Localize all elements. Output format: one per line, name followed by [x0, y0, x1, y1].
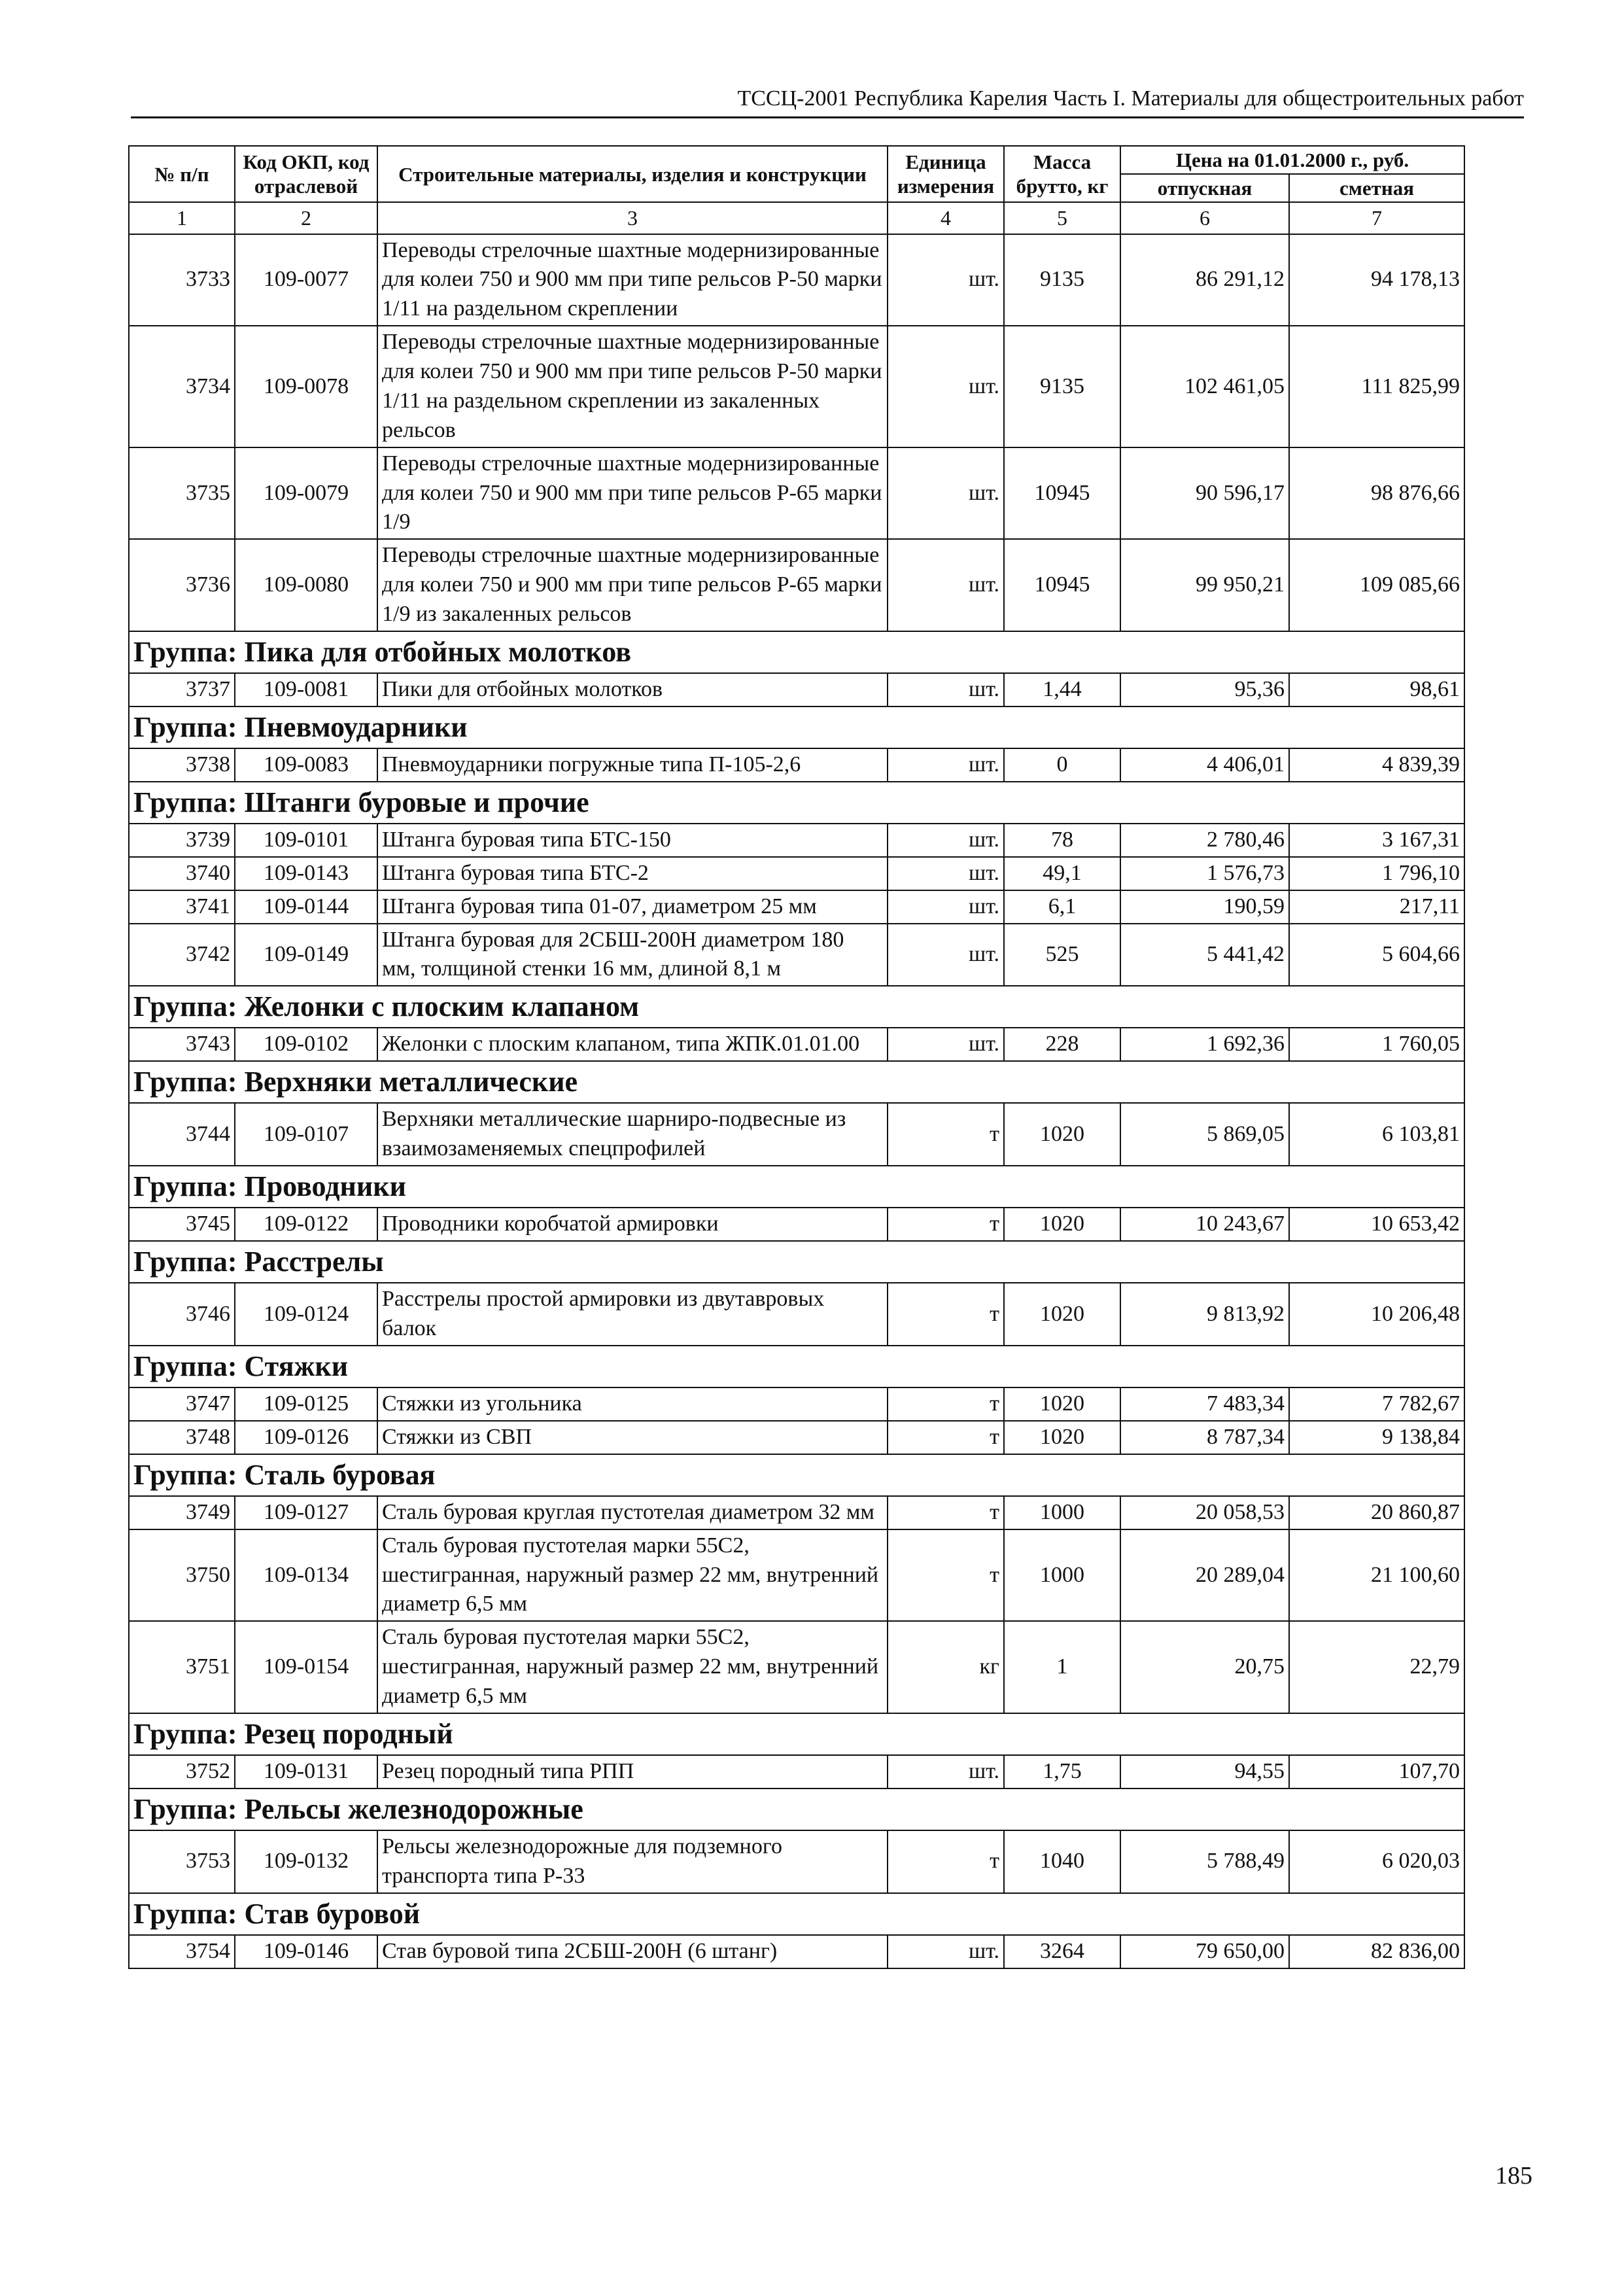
table-row: [129, 857, 1464, 890]
release-price-cell: 190,59: [1120, 890, 1289, 924]
group-label: Группа: Расстрелы: [129, 1241, 1464, 1283]
material-name-cell: Переводы стрелочные шахтные модернизированные для колеи 750 и 900 мм при типе рельсов Р-65 марки 1/9: [377, 447, 888, 540]
material-name-cell: Верхняки металлические шарниро-подвесные из взаимозаменяемых спецпрофилей: [377, 1103, 888, 1166]
okp-code-cell: 109-0078: [235, 326, 377, 447]
group-row: [129, 1893, 1464, 1935]
mass-cell: 9135: [1004, 234, 1120, 326]
mass-cell: 525: [1004, 924, 1120, 986]
row-number-cell: 3752: [129, 1755, 235, 1788]
unit-cell: шт.: [888, 924, 1004, 986]
release-price-cell: 20 289,04: [1120, 1529, 1289, 1622]
group-row: [129, 782, 1464, 824]
estimate-price-cell: 5 604,66: [1289, 924, 1464, 986]
row-number-cell: 3754: [129, 1935, 235, 1968]
mass-cell: 1020: [1004, 1283, 1120, 1346]
unit-cell: шт.: [888, 326, 1004, 447]
group-label: Группа: Пневмоударники: [129, 706, 1464, 748]
row-number-cell: 3733: [129, 234, 235, 326]
col-number: 3: [377, 202, 888, 234]
estimate-price-cell: 9 138,84: [1289, 1421, 1464, 1454]
row-number-cell: 3745: [129, 1208, 235, 1241]
page-number: 185: [1495, 2162, 1532, 2189]
release-price-cell: 2 780,46: [1120, 824, 1289, 857]
col-header-mass: Масса брутто, кг: [1004, 146, 1120, 202]
okp-code-cell: 109-0144: [235, 890, 377, 924]
material-name-cell: Переводы стрелочные шахтные модернизированные для колеи 750 и 900 мм при типе рельсов Р-50 марки 1/11 на раздельном скреплении из закаленных рельсов: [377, 326, 888, 447]
material-name-cell: Желонки с плоским клапаном, типа ЖПК.01.01.00: [377, 1028, 888, 1061]
release-price-cell: 102 461,05: [1120, 326, 1289, 447]
table-row: [129, 890, 1464, 924]
table-row: [129, 1830, 1464, 1893]
header-row-1: [129, 146, 1464, 174]
material-name-cell: Резец породный типа РПП: [377, 1755, 888, 1788]
release-price-cell: 90 596,17: [1120, 447, 1289, 540]
mass-cell: 1,44: [1004, 673, 1120, 706]
group-label: Группа: Рельсы железнодорожные: [129, 1788, 1464, 1830]
estimate-price-cell: 21 100,60: [1289, 1529, 1464, 1622]
release-price-cell: 86 291,12: [1120, 234, 1289, 326]
mass-cell: 1020: [1004, 1421, 1120, 1454]
estimate-price-cell: 98,61: [1289, 673, 1464, 706]
material-name-cell: Сталь буровая круглая пустотелая диаметром 32 мм: [377, 1496, 888, 1529]
release-price-cell: 95,36: [1120, 673, 1289, 706]
release-price-cell: 94,55: [1120, 1755, 1289, 1788]
unit-cell: шт.: [888, 234, 1004, 326]
col-header-price: Цена на 01.01.2000 г., руб.: [1120, 146, 1464, 174]
col-number: 1: [129, 202, 235, 234]
table-row: [129, 539, 1464, 631]
group-row: [129, 986, 1464, 1028]
estimate-price-cell: 217,11: [1289, 890, 1464, 924]
row-number-cell: 3734: [129, 326, 235, 447]
unit-cell: т: [888, 1830, 1004, 1893]
estimate-price-cell: 10 206,48: [1289, 1283, 1464, 1346]
col-header-name: Строительные материалы, изделия и конструкции: [377, 146, 888, 202]
okp-code-cell: 109-0126: [235, 1421, 377, 1454]
group-row: [129, 631, 1464, 673]
unit-cell: шт.: [888, 539, 1004, 631]
row-number-cell: 3737: [129, 673, 235, 706]
okp-code-cell: 109-0102: [235, 1028, 377, 1061]
col-header-estimate: сметная: [1289, 174, 1464, 202]
material-name-cell: Пневмоударники погружные типа П-105-2,6: [377, 748, 888, 782]
table-row: [129, 1935, 1464, 1968]
table-row: [129, 1283, 1464, 1346]
mass-cell: 1020: [1004, 1208, 1120, 1241]
release-price-cell: 1 692,36: [1120, 1028, 1289, 1061]
material-name-cell: Переводы стрелочные шахтные модернизированные для колеи 750 и 900 мм при типе рельсов Р-50 марки 1/11 на раздельном скреплении: [377, 234, 888, 326]
row-number-cell: 3741: [129, 890, 235, 924]
material-name-cell: Стяжки из СВП: [377, 1421, 888, 1454]
group-row: [129, 1061, 1464, 1103]
row-number-cell: 3744: [129, 1103, 235, 1166]
mass-cell: 10945: [1004, 539, 1120, 631]
estimate-price-cell: 20 860,87: [1289, 1496, 1464, 1529]
col-number: 5: [1004, 202, 1120, 234]
group-label: Группа: Пика для отбойных молотков: [129, 631, 1464, 673]
material-name-cell: Став буровой типа 2СБШ-200Н (6 штанг): [377, 1935, 888, 1968]
group-label: Группа: Став буровой: [129, 1893, 1464, 1935]
group-label: Группа: Верхняки металлические: [129, 1061, 1464, 1103]
unit-cell: т: [888, 1421, 1004, 1454]
estimate-price-cell: 82 836,00: [1289, 1935, 1464, 1968]
col-number: 6: [1120, 202, 1289, 234]
col-number: 2: [235, 202, 377, 234]
release-price-cell: 99 950,21: [1120, 539, 1289, 631]
mass-cell: 1000: [1004, 1529, 1120, 1622]
col-header-code: Код ОКП, код отраслевой: [235, 146, 377, 202]
table-row: [129, 1529, 1464, 1622]
estimate-price-cell: 6 103,81: [1289, 1103, 1464, 1166]
release-price-cell: 20 058,53: [1120, 1496, 1289, 1529]
material-name-cell: Стяжки из угольника: [377, 1387, 888, 1421]
material-name-cell: Сталь буровая пустотелая марки 55С2, шестигранная, наружный размер 22 мм, внутренний диаметр 6,5 мм: [377, 1529, 888, 1622]
group-row: [129, 1713, 1464, 1755]
col-number: 7: [1289, 202, 1464, 234]
estimate-price-cell: 111 825,99: [1289, 326, 1464, 447]
mass-cell: 6,1: [1004, 890, 1120, 924]
row-number-cell: 3735: [129, 447, 235, 540]
okp-code-cell: 109-0125: [235, 1387, 377, 1421]
row-number-cell: 3753: [129, 1830, 235, 1893]
release-price-cell: 5 788,49: [1120, 1830, 1289, 1893]
group-row: [129, 1166, 1464, 1208]
unit-cell: т: [888, 1496, 1004, 1529]
okp-code-cell: 109-0149: [235, 924, 377, 986]
material-name-cell: Расстрелы простой армировки из двутавровых балок: [377, 1283, 888, 1346]
group-row: [129, 706, 1464, 748]
table-row: [129, 234, 1464, 326]
estimate-price-cell: 98 876,66: [1289, 447, 1464, 540]
table-row: [129, 1621, 1464, 1713]
unit-cell: шт.: [888, 857, 1004, 890]
row-number-cell: 3736: [129, 539, 235, 631]
unit-cell: шт.: [888, 673, 1004, 706]
mass-cell: 1040: [1004, 1830, 1120, 1893]
mass-cell: 228: [1004, 1028, 1120, 1061]
okp-code-cell: 109-0131: [235, 1755, 377, 1788]
estimate-price-cell: 3 167,31: [1289, 824, 1464, 857]
release-price-cell: 7 483,34: [1120, 1387, 1289, 1421]
release-price-cell: 10 243,67: [1120, 1208, 1289, 1241]
estimate-price-cell: 1 796,10: [1289, 857, 1464, 890]
release-price-cell: 5 869,05: [1120, 1103, 1289, 1166]
okp-code-cell: 109-0080: [235, 539, 377, 631]
mass-cell: 10945: [1004, 447, 1120, 540]
estimate-price-cell: 94 178,13: [1289, 234, 1464, 326]
okp-code-cell: 109-0132: [235, 1830, 377, 1893]
mass-cell: 1: [1004, 1621, 1120, 1713]
column-number-row: [129, 202, 1464, 234]
okp-code-cell: 109-0077: [235, 234, 377, 326]
row-number-cell: 3749: [129, 1496, 235, 1529]
mass-cell: 1020: [1004, 1387, 1120, 1421]
material-name-cell: Проводники коробчатой армировки: [377, 1208, 888, 1241]
okp-code-cell: 109-0101: [235, 824, 377, 857]
table-row: [129, 1387, 1464, 1421]
unit-cell: кг: [888, 1621, 1004, 1713]
col-number: 4: [888, 202, 1004, 234]
group-row: [129, 1788, 1464, 1830]
table-row: [129, 1755, 1464, 1788]
release-price-cell: 20,75: [1120, 1621, 1289, 1713]
okp-code-cell: 109-0124: [235, 1283, 377, 1346]
material-name-cell: Штанга буровая типа БТС-150: [377, 824, 888, 857]
mass-cell: 49,1: [1004, 857, 1120, 890]
row-number-cell: 3746: [129, 1283, 235, 1346]
release-price-cell: 79 650,00: [1120, 1935, 1289, 1968]
okp-code-cell: 109-0081: [235, 673, 377, 706]
table-row: [129, 1103, 1464, 1166]
material-name-cell: Штанга буровая типа 01-07, диаметром 25 мм: [377, 890, 888, 924]
col-header-unit: Единица измерения: [888, 146, 1004, 202]
col-header-release: отпускная: [1120, 174, 1289, 202]
okp-code-cell: 109-0122: [235, 1208, 377, 1241]
unit-cell: шт.: [888, 447, 1004, 540]
unit-cell: т: [888, 1387, 1004, 1421]
release-price-cell: 9 813,92: [1120, 1283, 1289, 1346]
okp-code-cell: 109-0083: [235, 748, 377, 782]
row-number-cell: 3747: [129, 1387, 235, 1421]
okp-code-cell: 109-0127: [235, 1496, 377, 1529]
table-row: [129, 673, 1464, 706]
col-header-num: № п/п: [129, 146, 235, 202]
row-number-cell: 3743: [129, 1028, 235, 1061]
unit-cell: шт.: [888, 748, 1004, 782]
table-row: [129, 1208, 1464, 1241]
table-row: [129, 447, 1464, 540]
table-row: [129, 1028, 1464, 1061]
mass-cell: 1,75: [1004, 1755, 1120, 1788]
material-name-cell: Штанга буровая для 2СБШ-200Н диаметром 180 мм, толщиной стенки 16 мм, длиной 8,1 м: [377, 924, 888, 986]
unit-cell: т: [888, 1529, 1004, 1622]
mass-cell: 3264: [1004, 1935, 1120, 1968]
okp-code-cell: 109-0154: [235, 1621, 377, 1713]
table-row: [129, 326, 1464, 447]
okp-code-cell: 109-0107: [235, 1103, 377, 1166]
row-number-cell: 3751: [129, 1621, 235, 1713]
material-name-cell: Пики для отбойных молотков: [377, 673, 888, 706]
mass-cell: 78: [1004, 824, 1120, 857]
release-price-cell: 8 787,34: [1120, 1421, 1289, 1454]
table-row: [129, 924, 1464, 986]
group-label: Группа: Сталь буровая: [129, 1454, 1464, 1496]
estimate-price-cell: 107,70: [1289, 1755, 1464, 1788]
row-number-cell: 3738: [129, 748, 235, 782]
unit-cell: шт.: [888, 1028, 1004, 1061]
row-number-cell: 3750: [129, 1529, 235, 1622]
row-number-cell: 3748: [129, 1421, 235, 1454]
mass-cell: 1020: [1004, 1103, 1120, 1166]
okp-code-cell: 109-0134: [235, 1529, 377, 1622]
estimate-price-cell: 7 782,67: [1289, 1387, 1464, 1421]
material-name-cell: Штанга буровая типа БТС-2: [377, 857, 888, 890]
header-rule: [131, 116, 1524, 118]
group-label: Группа: Проводники: [129, 1166, 1464, 1208]
mass-cell: 9135: [1004, 326, 1120, 447]
okp-code-cell: 109-0079: [235, 447, 377, 540]
mass-cell: 0: [1004, 748, 1120, 782]
unit-cell: т: [888, 1283, 1004, 1346]
group-row: [129, 1454, 1464, 1496]
table-row: [129, 1421, 1464, 1454]
group-label: Группа: Штанги буровые и прочие: [129, 782, 1464, 824]
row-number-cell: 3740: [129, 857, 235, 890]
material-name-cell: Рельсы железнодорожные для подземного транспорта типа Р-33: [377, 1830, 888, 1893]
mass-cell: 1000: [1004, 1496, 1120, 1529]
estimate-price-cell: 6 020,03: [1289, 1830, 1464, 1893]
group-label: Группа: Стяжки: [129, 1346, 1464, 1387]
row-number-cell: 3742: [129, 924, 235, 986]
estimate-price-cell: 109 085,66: [1289, 539, 1464, 631]
material-name-cell: Переводы стрелочные шахтные модернизированные для колеи 750 и 900 мм при типе рельсов Р-65 марки 1/9 из закаленных рельсов: [377, 539, 888, 631]
estimate-price-cell: 4 839,39: [1289, 748, 1464, 782]
unit-cell: т: [888, 1103, 1004, 1166]
okp-code-cell: 109-0146: [235, 1935, 377, 1968]
group-row: [129, 1241, 1464, 1283]
group-label: Группа: Желонки с плоским клапаном: [129, 986, 1464, 1028]
row-number-cell: 3739: [129, 824, 235, 857]
unit-cell: т: [888, 1208, 1004, 1241]
release-price-cell: 1 576,73: [1120, 857, 1289, 890]
materials-table: [128, 145, 1465, 1969]
estimate-price-cell: 1 760,05: [1289, 1028, 1464, 1061]
running-header: ТССЦ-2001 Республика Карелия Часть I. Материалы для общестроительных работ: [737, 86, 1524, 111]
unit-cell: шт.: [888, 1935, 1004, 1968]
table-row: [129, 748, 1464, 782]
unit-cell: шт.: [888, 890, 1004, 924]
release-price-cell: 5 441,42: [1120, 924, 1289, 986]
material-name-cell: Сталь буровая пустотелая марки 55С2, шестигранная, наружный размер 22 мм, внутренний диаметр 6,5 мм: [377, 1621, 888, 1713]
unit-cell: шт.: [888, 824, 1004, 857]
release-price-cell: 4 406,01: [1120, 748, 1289, 782]
group-label: Группа: Резец породный: [129, 1713, 1464, 1755]
estimate-price-cell: 22,79: [1289, 1621, 1464, 1713]
table-body: [129, 234, 1464, 1968]
table-row: [129, 1496, 1464, 1529]
estimate-price-cell: 10 653,42: [1289, 1208, 1464, 1241]
okp-code-cell: 109-0143: [235, 857, 377, 890]
group-row: [129, 1346, 1464, 1387]
table-row: [129, 824, 1464, 857]
unit-cell: шт.: [888, 1755, 1004, 1788]
